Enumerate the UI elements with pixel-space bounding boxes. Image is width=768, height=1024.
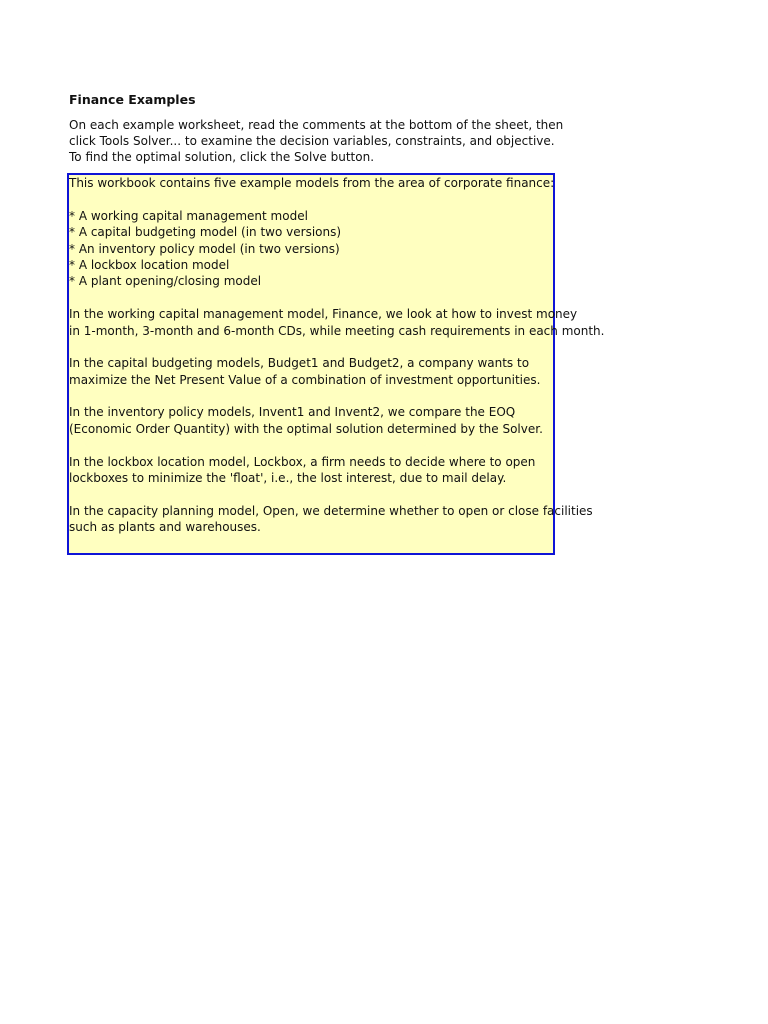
comment-line: [69, 191, 604, 207]
comment-text: [69, 175, 604, 536]
comment-line: maximize the Net Present Value of a combination of investment opportunities.: [69, 372, 541, 387]
comment-line: In the working capital management model, Finance, we look at how to invest money: [69, 307, 578, 322]
comment-line: such as plants and warehouses.: [69, 520, 261, 535]
comment-line: In the capital budgeting models, Budget1 and Budget2, a company wants to: [69, 356, 530, 371]
comment-line: (Economic Order Quantity) with the optimal solution determined by the Solver.: [69, 421, 543, 436]
comment-line: * A lockbox location model: [69, 257, 230, 272]
comment-line: * A capital budgeting model (in two versions): [69, 225, 342, 240]
comment-line: * A plant opening/closing model: [69, 274, 262, 289]
intro-text: [69, 117, 563, 165]
comment-line: This workbook contains five example models from the area of corporate finance:: [69, 176, 555, 190]
comment-line: * An inventory policy model (in two versions): [69, 241, 340, 256]
comment-line: [69, 339, 604, 355]
comment-line: * A working capital management model: [69, 208, 308, 223]
comment-line: lockboxes to minimize the 'float', i.e., the lost interest, due to mail delay.: [69, 471, 507, 486]
intro-line: To find the optimal solution, click the Solve button.: [69, 150, 375, 164]
comment-line: in 1-month, 3-month and 6-month CDs, while meeting cash requirements in each month.: [69, 323, 605, 338]
comment-line: [69, 388, 604, 404]
comment-line: [69, 437, 604, 453]
intro-line: On each example worksheet, read the comments at the bottom of the sheet, then: [69, 118, 564, 132]
comment-line: In the capacity planning model, Open, we determine whether to open or close facilities: [69, 503, 593, 518]
comment-line: [69, 486, 604, 502]
page-title: Finance Examples: [69, 92, 196, 107]
comment-line: In the lockbox location model, Lockbox, a firm needs to decide where to open: [69, 454, 536, 469]
comment-line: [69, 290, 604, 306]
comment-line: In the inventory policy models, Invent1 and Invent2, we compare the EOQ: [69, 405, 516, 420]
intro-line: click Tools Solver... to examine the decision variables, constraints, and objective.: [69, 134, 555, 148]
